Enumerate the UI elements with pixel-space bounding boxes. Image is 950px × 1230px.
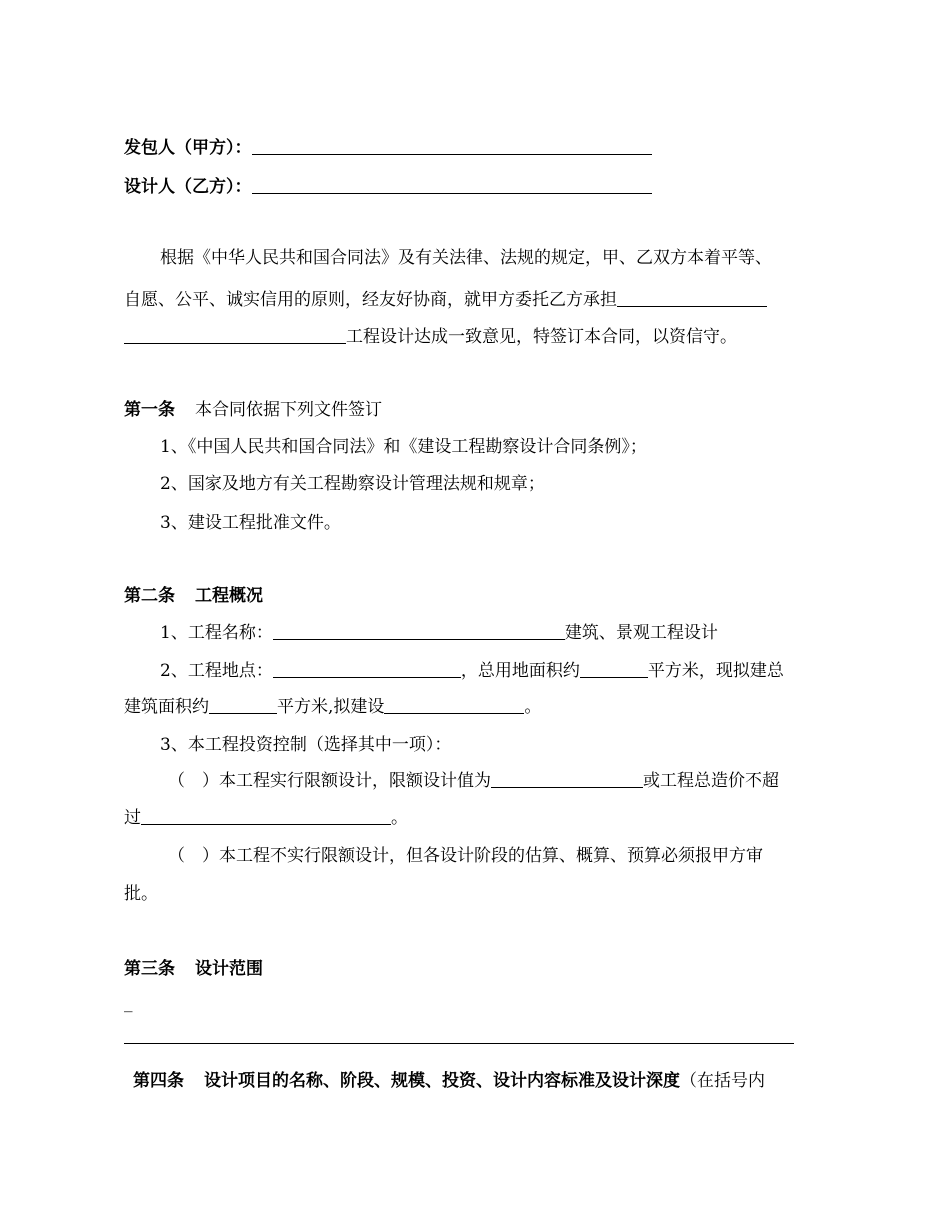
intro-line-3-text: 工程设计达成一致意见，特签订本合同，以资信守。 (346, 327, 737, 347)
employer-label: 发包人（甲方）： (124, 138, 252, 158)
site-area-text: ，总用地面积约 (460, 661, 580, 681)
article-3-scope-line[interactable] (124, 1043, 794, 1044)
article-4-label: 第四条 (133, 1071, 184, 1091)
intro-line-1: 根据《中华人民共和国合同法》及有关法律、法规的规定，甲、乙双方本着平等、 (160, 248, 772, 268)
article-2-heading (124, 581, 263, 606)
site-build-text: 平方米，现拟建总 (647, 661, 784, 681)
intro-line-2-text: 自愿、公平、诚实信用的原则，经友好协商，就甲方委托乙方承担 (124, 290, 617, 310)
designer-row (124, 172, 652, 197)
designer-blank[interactable] (252, 177, 652, 194)
project-blank-2[interactable] (124, 327, 346, 344)
article-1-item-2: 2、国家及地方有关工程勘察设计管理法规和规章； (160, 474, 545, 494)
project-site-row (160, 656, 784, 681)
option-1-text-c: 过 (124, 808, 141, 828)
gross-area-unit: 平方米,拟建设 (277, 697, 385, 717)
investment-label: 3、本工程投资控制（选择其中一项）： (160, 735, 452, 755)
total-cost-blank[interactable] (141, 808, 391, 825)
build-content-blank[interactable] (384, 697, 524, 714)
option-2-text-a[interactable]: （ ）本工程不实行限额设计，但各设计阶段的估算、概算、预算必须报甲方审 (168, 846, 763, 866)
article-1-item-3: 3、建设工程批准文件。 (160, 513, 341, 533)
gross-area-blank[interactable] (209, 697, 277, 714)
article-4-note: （在括号内 (680, 1071, 765, 1091)
site-area-blank[interactable] (580, 661, 648, 678)
option-2-text-b: 批。 (124, 884, 158, 904)
option-1-text-b: 或工程总造价不超 (643, 771, 779, 791)
gross-area-row (124, 692, 541, 717)
employer-blank[interactable] (252, 138, 652, 155)
project-name-blank[interactable] (273, 623, 565, 640)
gross-area-period: 。 (524, 697, 542, 717)
article-3-mark: _ (124, 993, 133, 1013)
article-1-title: 本合同依据下列文件签订 (195, 400, 382, 420)
article-2-title: 工程概况 (195, 586, 263, 606)
option-1-period: 。 (391, 808, 408, 828)
article-4-heading (133, 1066, 765, 1091)
article-3-heading (124, 954, 263, 979)
project-name-label: 1、工程名称： (160, 623, 273, 643)
project-site-label: 2、工程地点： (160, 661, 273, 681)
article-2-label: 第二条 (124, 586, 175, 606)
gross-area-label: 建筑面积约 (124, 697, 209, 717)
article-1-item-1: 1、《中国人民共和国合同法》和《建设工程勘察设计合同条例》； (160, 437, 647, 457)
option-1-row (168, 766, 779, 791)
option-1-row-2 (124, 803, 408, 828)
option-1-text-a[interactable]: （ ）本工程实行限额设计，限额设计值为 (168, 771, 491, 791)
project-name-row (160, 618, 718, 643)
intro-line-2 (124, 285, 767, 310)
project-site-blank[interactable] (273, 661, 461, 678)
intro-line-3 (124, 322, 737, 347)
article-1-label: 第一条 (124, 400, 175, 420)
designer-label: 设计人（乙方）： (124, 177, 252, 197)
limit-value-blank[interactable] (491, 771, 643, 788)
project-name-suffix: 建筑、景观工程设计 (564, 623, 718, 643)
article-3-title: 设计范围 (195, 959, 263, 979)
project-blank-1[interactable] (617, 290, 767, 307)
article-1-heading (124, 395, 382, 420)
article-4-title: 设计项目的名称、阶段、规模、投资、设计内容标准及设计深度 (204, 1071, 680, 1091)
article-3-label: 第三条 (124, 959, 175, 979)
employer-row (124, 133, 652, 158)
